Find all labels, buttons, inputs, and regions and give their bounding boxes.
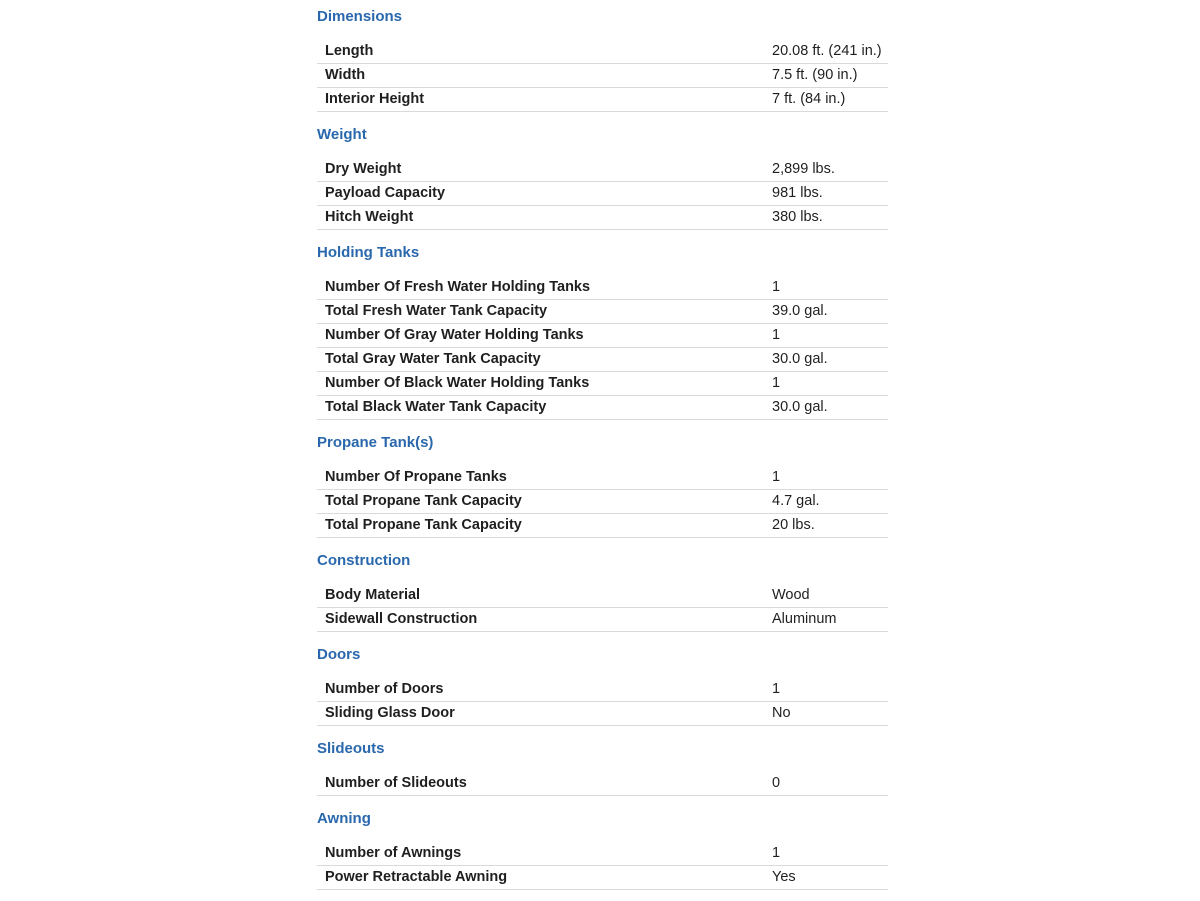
spec-label: Payload Capacity (325, 185, 446, 201)
spec-value: 0 (772, 775, 781, 791)
spec-label: Dry Weight (325, 161, 402, 177)
spec-value: 30.0 gal. (772, 399, 828, 415)
spec-label: Number Of Fresh Water Holding Tanks (325, 279, 591, 295)
spec-label: Total Propane Tank Capacity (325, 493, 522, 509)
spec-row (317, 702, 888, 726)
spec-label: Number Of Gray Water Holding Tanks (325, 327, 584, 343)
section-title: Dimensions (317, 8, 403, 25)
section-dimensions (317, 5, 888, 112)
section-propane-tanks (317, 431, 888, 538)
spec-row (317, 88, 888, 112)
spec-row (317, 584, 888, 608)
spec-label: Hitch Weight (325, 209, 414, 225)
spec-row (317, 772, 888, 796)
spec-label: Sidewall Construction (325, 611, 478, 627)
spec-sheet (317, 3, 888, 901)
spec-label: Body Material (325, 587, 421, 603)
section-title: Slideouts (317, 740, 385, 757)
spec-row (317, 372, 888, 396)
spec-row (317, 866, 888, 890)
spec-value: 1 (772, 681, 781, 697)
spec-label: Total Propane Tank Capacity (325, 517, 522, 533)
section-title: Construction (317, 552, 411, 569)
section-title: Holding Tanks (317, 244, 420, 261)
section-slideouts (317, 737, 888, 796)
spec-row (317, 40, 888, 64)
spec-value: 2,899 lbs. (772, 161, 835, 177)
spec-row (317, 158, 888, 182)
spec-row (317, 466, 888, 490)
spec-row (317, 396, 888, 420)
section-title: Doors (317, 646, 361, 663)
spec-row (317, 608, 888, 632)
spec-row (317, 300, 888, 324)
spec-value: 30.0 gal. (772, 351, 828, 367)
spec-label: Number of Slideouts (325, 775, 467, 791)
spec-row (317, 182, 888, 206)
spec-label: Total Black Water Tank Capacity (325, 399, 547, 415)
spec-value: 1 (772, 469, 781, 485)
spec-value: Yes (772, 869, 796, 885)
spec-label: Sliding Glass Door (325, 705, 455, 721)
spec-value: 1 (772, 845, 781, 861)
spec-value: 380 lbs. (772, 209, 823, 225)
spec-label: Power Retractable Awning (325, 869, 508, 885)
spec-label: Total Fresh Water Tank Capacity (325, 303, 548, 319)
section-weight (317, 123, 888, 230)
spec-label: Length (325, 43, 374, 59)
spec-row (317, 276, 888, 300)
section-awning (317, 807, 888, 890)
spec-value: No (772, 705, 791, 721)
spec-row (317, 348, 888, 372)
spec-value: 4.7 gal. (772, 493, 820, 509)
spec-label: Number of Awnings (325, 845, 462, 861)
spec-label: Number Of Black Water Holding Tanks (325, 375, 590, 391)
spec-label: Number Of Propane Tanks (325, 469, 507, 485)
spec-label: Number of Doors (325, 681, 444, 697)
spec-label: Interior Height (325, 91, 425, 107)
spec-row (317, 678, 888, 702)
section-title: Awning (317, 810, 371, 827)
section-title: Weight (317, 126, 367, 143)
section-doors (317, 643, 888, 726)
spec-value: 20 lbs. (772, 517, 815, 533)
section-construction (317, 549, 888, 632)
spec-value: 20.08 ft. (241 in.) (772, 43, 882, 59)
spec-row (317, 324, 888, 348)
spec-row (317, 490, 888, 514)
spec-row (317, 64, 888, 88)
spec-value: 7 ft. (84 in.) (772, 91, 846, 107)
spec-row (317, 514, 888, 538)
spec-value: Aluminum (772, 611, 837, 627)
spec-value: 1 (772, 375, 781, 391)
spec-label: Total Gray Water Tank Capacity (325, 351, 541, 367)
spec-row (317, 842, 888, 866)
spec-value: Wood (772, 587, 810, 603)
spec-value: 1 (772, 279, 781, 295)
section-title: Propane Tank(s) (317, 434, 434, 451)
section-holding-tanks (317, 241, 888, 420)
spec-label: Width (325, 67, 366, 83)
spec-value: 1 (772, 327, 781, 343)
spec-value: 39.0 gal. (772, 303, 828, 319)
spec-value: 981 lbs. (772, 185, 823, 201)
spec-value: 7.5 ft. (90 in.) (772, 67, 858, 83)
spec-row (317, 206, 888, 230)
